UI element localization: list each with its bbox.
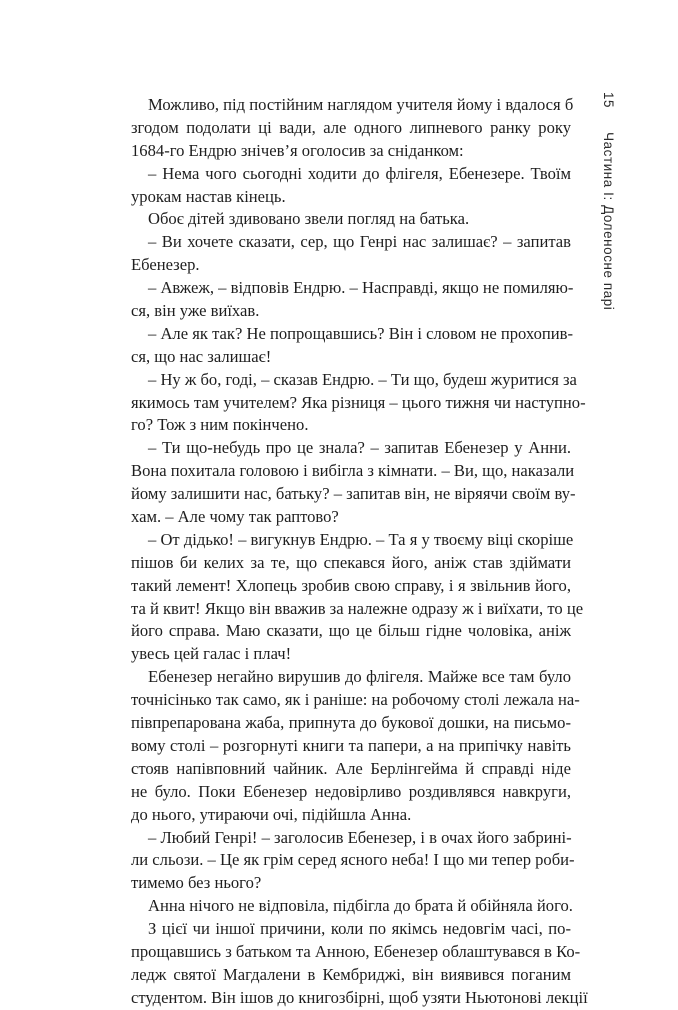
running-header [600,92,624,352]
text-line: до нього, утираючи очі, підійшла Анна. [131,804,412,824]
page-number: 15 [601,92,616,109]
text-line: го? Тож з ним покінчено. [131,415,309,435]
text-line: – Нема чого сьогодні ходити до флігеля, Ебенезере. Твоїм [148,163,571,183]
text-line: Обоє дітей здивовано звели погляд на батька. [148,209,470,229]
text-line: та й квит! Якщо він вважив за належне одразу ж і виїхати, то це [131,598,584,618]
running-header-rotated [596,92,620,352]
text-line: увесь цей галас і плач! [131,644,292,664]
text-line: стояв напівповний чайник. Але Берлінгейма й справді ніде [131,758,571,778]
text-line: хам. – Але чому так раптово? [131,507,339,527]
text-line: Можливо, під постійним наглядом учителя йому і вдалося б [148,95,574,114]
text-line: йому залишити нас, батьку? – запитав він, не віряячи своїм ву- [131,484,576,504]
text-line: вому столі – розгорнуті книги та папери, а на припічку навіть [131,735,571,755]
text-line: З цієї чи іншої причини, коли по якімсь недовгім часі, по- [148,919,571,939]
text-line: згодом подолати ці вади, але одного липневого ранку року [131,117,571,137]
text-line: точнісінько так само, як і раніше: на робочому столі лежала на- [131,690,580,710]
text-line: Ебенезер. [131,255,200,275]
text-line: – Ну ж бо, годі, – сказав Ендрю. – Ти що, будеш журитися за [148,369,577,389]
text-line: студентом. Він ішов до книгозбірні, щоб узяти Ньютонові лекції [131,987,588,1007]
text-line: якимось там учителем? Яка різниця – цього тижня чи наступно- [131,392,586,412]
text-line: не було. Поки Ебенезер недовірливо роздивлявся навкруги, [131,781,571,801]
text-line: прощавшись з батьком та Анною, Ебенезер облаштувався в Ко- [131,941,581,961]
text-line: – Але як так? Не попрощавшись? Він і словом не прохопив- [148,323,573,343]
text-line: його справа. Маю сказати, що це більш гідне чоловіка, аніж [131,621,571,641]
text-line: півпрепарована жаба, припнута до букової дошки, на письмо- [131,713,571,733]
text-line: – Ви хочете сказати, сер, що Генрі нас залишає? – запитав [148,232,571,252]
text-line: – Любий Генрі! – заголосив Ебенезер, і в очах його забринi- [148,827,572,847]
text-line: – От дідько! – вигукнув Ендрю. – Та я у твоєму віці скоріше [148,529,574,549]
text-line: пішов би келих за те, що спекався його, аніж став здіймати [131,552,571,572]
text-line: такий лемент! Хлопець зробив свою справу, і я звільнив його, [131,575,571,595]
text-line: Ебенезер негайно вирушив до флігеля. Майже все там було [148,667,571,687]
text-line: Анна нічого не відповіла, підбігла до брата й обійняла його. [148,896,573,916]
text-line: Вона похитала головою і вибігла з кімнати. – Ви, що, наказали [131,461,575,481]
text-line: ся, що нас залишає! [131,346,272,366]
text-line: 1684-го Ендрю знічев’я оголосив за сніданком: [131,140,464,160]
body-text [131,94,588,1010]
running-title: Частина I: Доленосне парі [601,132,616,311]
text-line: ся, він уже виїхав. [131,301,260,321]
text-line: тимемо без нього? [131,873,262,893]
text-line: – Авжеж, – відповів Ендрю. – Насправді, якщо не помиляю- [148,278,574,298]
text-line: ледж святої Магдалени в Кембриджі, він виявився поганим [131,964,571,984]
text-line: – Ти що-небудь про це знала? – запитав Ебенезер у Анни. [148,438,571,458]
text-line: урокам настав кінець. [131,186,286,206]
text-line: ли сльози. – Це як грім серед ясного неба! І що ми тепер роби- [131,850,575,870]
